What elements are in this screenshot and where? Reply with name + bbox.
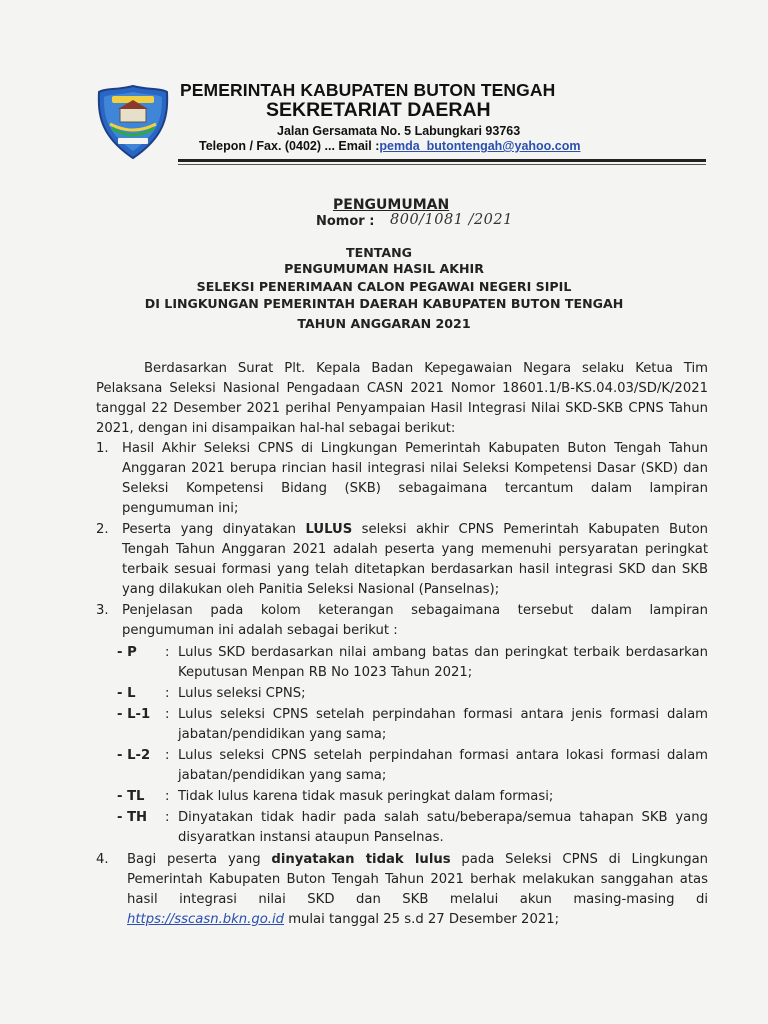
code-th: - TH	[117, 810, 148, 825]
item2-line: Peserta yang dinyatakan LULUS seleksi akhir CPNS Pemerintah Kabupaten Buton	[122, 522, 709, 537]
colon: :	[165, 707, 170, 722]
item4-line: Bagi peserta yang dinyatakan tidak lulus pada Seleksi CPNS di Lingkungan	[127, 852, 709, 867]
intro-line: 2021, dengan ini disampaikan hal-hal sebagai berikut:	[96, 421, 456, 436]
email-link[interactable]: pemda_butontengah@yahoo.com	[379, 139, 581, 153]
title-line: TENTANG	[346, 245, 412, 260]
code-l1-desc: Lulus seleksi CPNS setelah perpindahan formasi antara jenis formasi dalam	[178, 707, 708, 722]
number-label: Nomor :	[316, 214, 375, 229]
code-tl: - TL	[117, 789, 145, 804]
intro-line: Berdasarkan Surat Plt. Kepala Badan Kepegawaian Negara selaku Ketua Tim	[144, 361, 708, 376]
item2-line: terbaik sesuai formasi yang telah ditetapkan berdasarkan hasil integrasi SKD dan SKB	[122, 562, 708, 577]
colon: :	[165, 789, 170, 804]
item4-line: https://sscasn.bkn.go.id mulai tanggal 25 s.d 27 Desember 2021;	[127, 912, 560, 927]
title-line: DI LINGKUNGAN PEMERINTAH DAERAH KABUPATEN BUTON TENGAH	[144, 296, 624, 311]
item2-line: yang dilakukan oleh Panitia Seleksi Nasional (Panselnas);	[122, 582, 500, 597]
intro-line: Pelaksana Seleksi Nasional Pengadaan CASN 2021 Nomor 18601.1/B-KS.04.03/SD/K/2021	[96, 381, 708, 396]
item-number: 4.	[96, 852, 109, 867]
item3-line: Penjelasan pada kolom keterangan sebagaimana tersebut dalam lampiran	[122, 603, 708, 618]
colon: :	[165, 686, 170, 701]
sscasn-link[interactable]: https://sscasn.bkn.go.id	[127, 912, 284, 927]
not-passed-emphasis: dinyatakan tidak lulus	[271, 852, 451, 867]
item-number: 2.	[96, 522, 109, 537]
title-line: SELEKSI PENERIMAAN CALON PEGAWAI NEGERI SIPIL	[196, 279, 572, 294]
code-l1-desc: jabatan/pendidikan yang sama;	[178, 727, 387, 742]
lulus-emphasis: LULUS	[305, 522, 353, 537]
code-th-desc: disyaratkan instansi ataupun Panselnas.	[178, 830, 444, 845]
letterhead-government-name: PEMERINTAH KABUPATEN BUTON TENGAH	[180, 80, 556, 100]
intro-line: tanggal 22 Desember 2021 perihal Penyampaian Hasil Integrasi Nilai SKD-SKB CPNS Tahun	[96, 401, 708, 416]
buton-tengah-emblem-logo	[96, 84, 170, 160]
code-p: - P	[117, 645, 137, 660]
letterhead-rule-thick	[178, 159, 706, 162]
phone-text: Telepon / Fax. (0402) ... Email :	[199, 139, 380, 153]
item1-line: Seleksi Kompetensi Bidang (SKB) sebagaimana tercantum dalam lampiran	[122, 481, 708, 496]
item-number: 1.	[96, 441, 109, 456]
title-line: TAHUN ANGGARAN 2021	[297, 316, 471, 331]
code-th-desc: Dinyatakan tidak hadir pada salah satu/beberapa/semua tahapan SKB yang	[178, 810, 708, 825]
code-l1: - L-1	[117, 707, 151, 722]
item2-line: Tengah Tahun Anggaran 2021 adalah peserta yang memenuhi persyaratan peringkat	[122, 542, 708, 557]
code-p-desc: Keputusan Menpan RB No 1023 Tahun 2021;	[178, 665, 473, 680]
colon: :	[165, 748, 170, 763]
code-p-desc: Lulus SKD berdasarkan nilai ambang batas dan peringkat terbaik berdasarkan	[178, 645, 708, 660]
letterhead-rule-thin	[178, 164, 706, 165]
item1-line: Anggaran 2021 berupa rincian hasil integrasi nilai Seleksi Kompetensi Dasar (SKD) dan	[122, 461, 708, 476]
title-line: PENGUMUMAN HASIL AKHIR	[284, 261, 484, 276]
code-l: - L	[117, 686, 136, 701]
item4-line: hasil integrasi nilai SKD dan SKB melalui akun masing-masing di	[127, 892, 708, 907]
colon: :	[165, 810, 170, 825]
item-number: 3.	[96, 603, 109, 618]
announcement-heading: PENGUMUMAN	[333, 197, 450, 213]
item1-line: Hasil Akhir Seleksi CPNS di Lingkungan Pemerintah Kabupaten Buton Tengah Tahun	[122, 441, 708, 456]
code-l2: - L-2	[117, 748, 151, 763]
item4-line: Pemerintah Kabupaten Buton Tengah Tahun 2021 berhak melakukan sanggahan atas	[127, 872, 708, 887]
letterhead-address: Jalan Gersamata No. 5 Labungkari 93763	[277, 124, 521, 138]
number-value-handwritten: 800/1081 /2021	[390, 212, 513, 228]
item1-line: pengumuman ini;	[122, 501, 239, 516]
letterhead-contact	[199, 139, 580, 153]
code-tl-desc: Tidak lulus karena tidak masuk peringkat dalam formasi;	[178, 789, 554, 804]
code-l2-desc: jabatan/pendidikan yang sama;	[178, 768, 387, 783]
code-l-desc: Lulus seleksi CPNS;	[178, 686, 306, 701]
colon: :	[165, 645, 170, 660]
item3-line: pengumuman ini adalah sebagai berikut :	[122, 623, 398, 638]
letterhead-office-name: SEKRETARIAT DAERAH	[266, 99, 491, 121]
code-l2-desc: Lulus seleksi CPNS setelah perpindahan formasi antara lokasi formasi dalam	[178, 748, 708, 763]
